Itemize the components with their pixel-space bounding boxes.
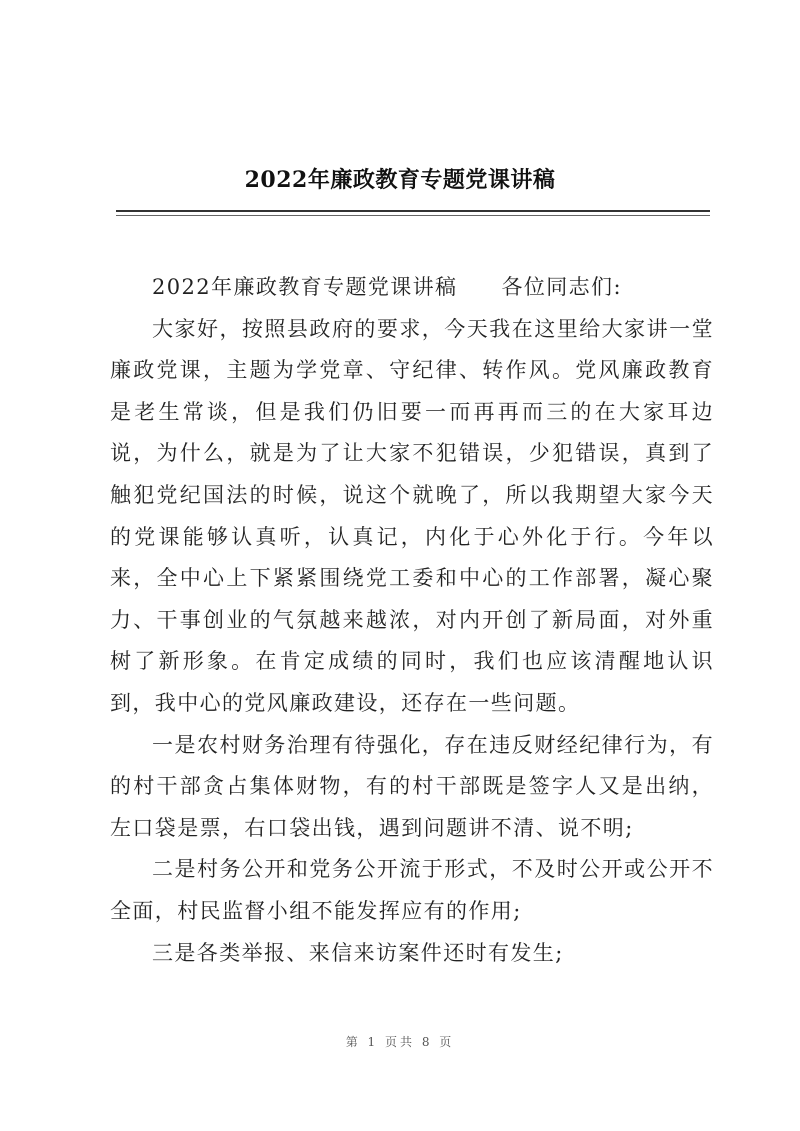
paragraph-point-three: 三是各类举报、来信来访案件还时有发生; (152, 940, 564, 965)
paragraph-point-two: 二是村务公开和党务公开流于形式，不及时公开或公开不全面，村民监督小组不能发挥应有的作用; (110, 857, 714, 923)
page-footer: 第 1 页共 8 页 (345, 1035, 455, 1049)
title-divider (116, 210, 710, 212)
greeting-lead: 2022年廉政教育专题党课讲稿 (152, 275, 458, 299)
paragraph-intro: 大家好，按照县政府的要求，今天我在这里给大家讲一堂廉政党课，主题为学党章、守纪律、转作风。党风廉政教育是老生常谈，但是我们仍旧要一而再再而三的在大家耳边说，为什么，就是为了让大家不犯错误，少犯错误，真到了触犯党纪国法的时候，说这个就晚了，所以我期望大家今天的党课能够认真听，认真记，内化于心外化于行。今年以来，全中心上下紧紧围绕党工委和中心的工作部署，凝心聚力、干事创业的气氛越来越浓，对内开创了新局面，对外重树了新形象。在肯定成绩的同时，我们也应该清醒地认识到，我中心的党风廉政建设，还存在一些问题。 (110, 316, 714, 715)
document-body (110, 267, 714, 974)
document-title: 2022年廉政教育专题党课讲稿 (244, 167, 556, 193)
greeting-salutation: 各位同志们: (501, 275, 622, 299)
paragraph-greeting (110, 267, 714, 309)
paragraph-point-one: 一是农村财务治理有待强化，存在违反财经纪律行为，有的村干部贪占集体财物，有的村干部既是签字人又是出纳，左口袋是票，右口袋出钱，遇到问题讲不清、说不明; (110, 732, 714, 840)
title-divider-thin (116, 215, 710, 216)
